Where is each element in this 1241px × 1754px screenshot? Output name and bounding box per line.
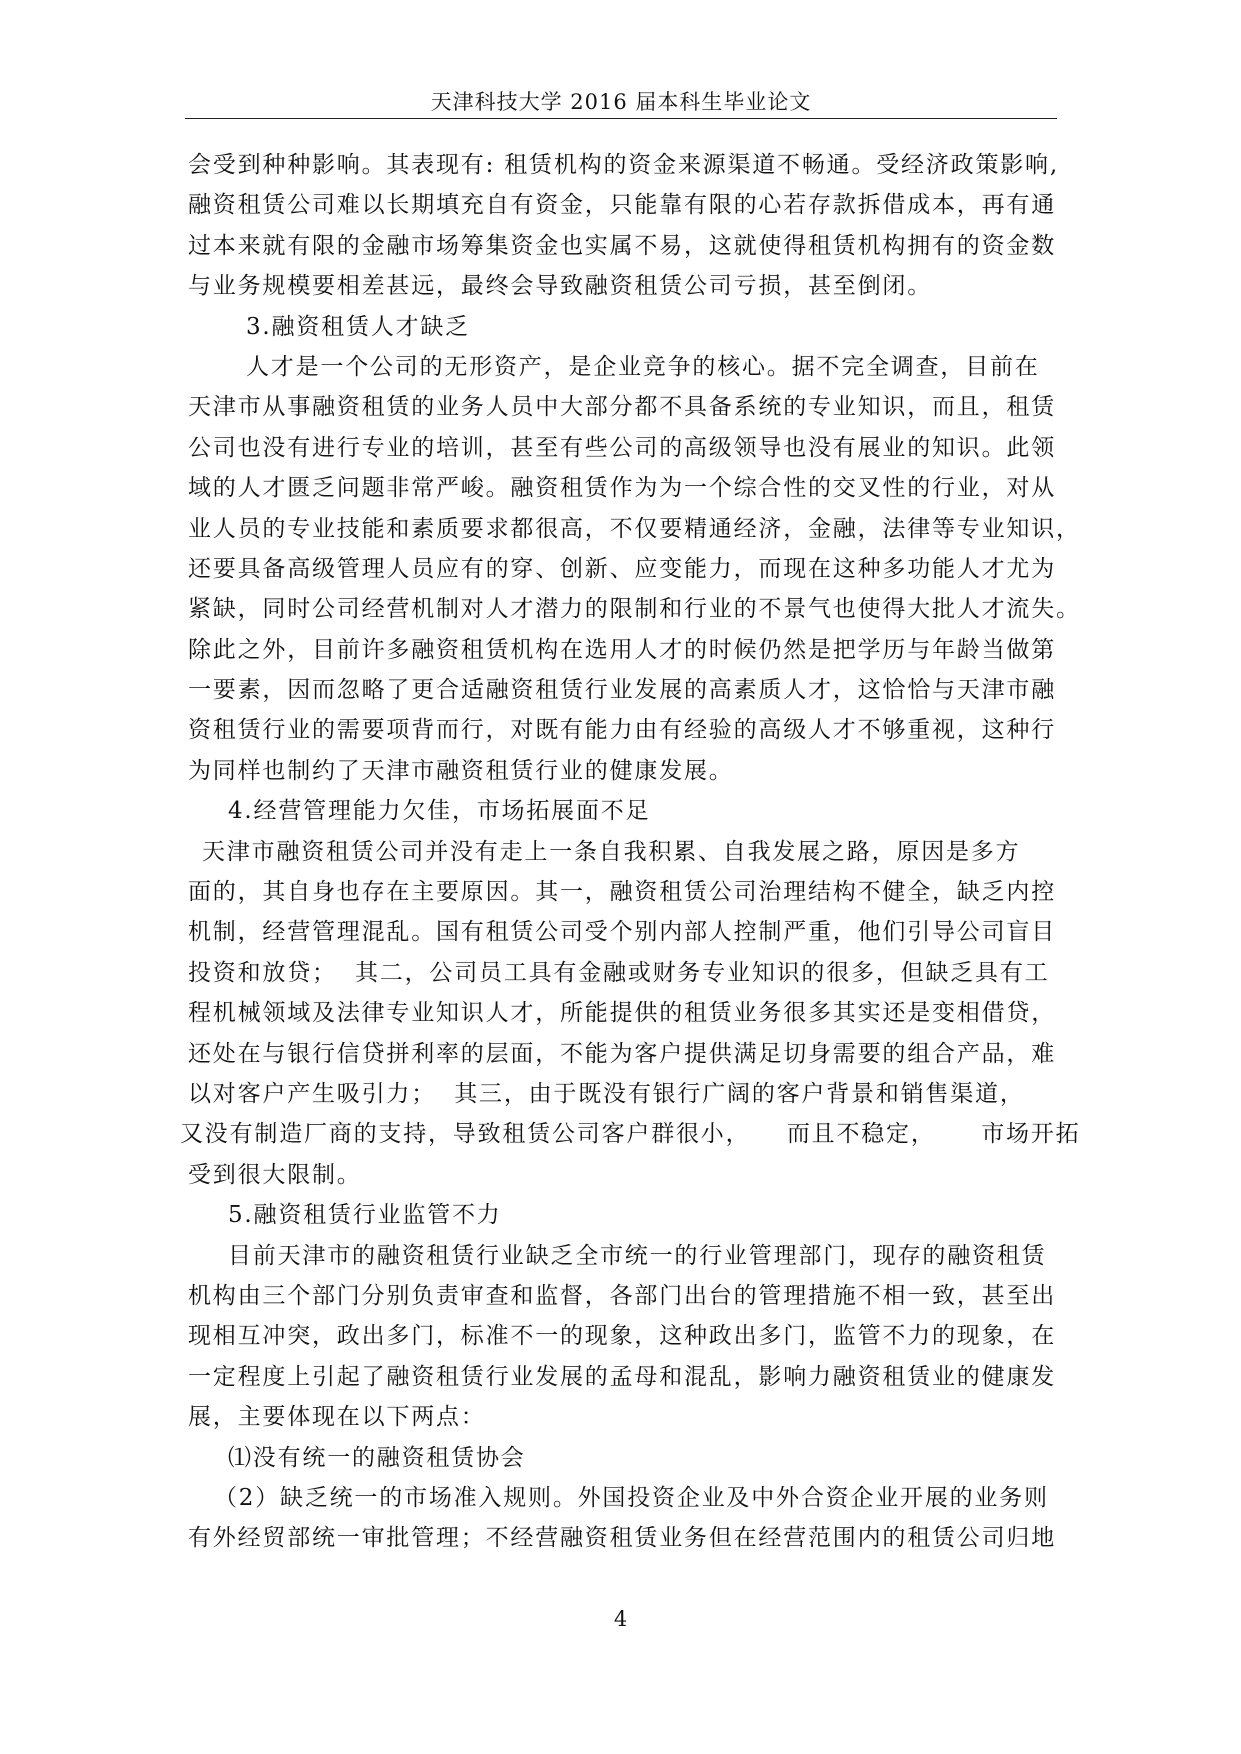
text-line: 人才是一个公司的无形资产，是企业竞争的核心。据不完全调查，目前在: [246, 353, 1040, 380]
text-line: 受到很大限制。: [188, 1161, 362, 1188]
text-line: 以对客户产生吸引力； 其三，由于既没有银行广阔的客户背景和销售渠道，: [188, 1080, 1025, 1107]
page-number: 4: [613, 1607, 628, 1631]
text-line: 程机械领域及法律专业知识人才，所能提供的租赁业务很多其实还是变相借贷，: [188, 1000, 1056, 1027]
text-line: 一要素，因而忽略了更合适融资租赁行业发展的高素质人才，这恰恰与天津市融: [188, 677, 1056, 704]
text-line: 融资租赁公司难以长期填充自有资金，只能靠有限的心若存款拆借成本，再有通: [188, 192, 1056, 219]
text-line: 资租赁行业的需要项背而行，对既有能力由有经验的高级人才不够重视，这种行: [188, 717, 1056, 744]
text-line: 公司也没有进行专业的培训，甚至有些公司的高级领导也没有展业的知识。此领: [188, 434, 1056, 461]
text-line: 会受到种种影响。其表现有: 租赁机构的资金来源渠道不畅通。受经济政策影响,: [188, 152, 1059, 178]
text-line: 又没有制造厂商的支持，导致租赁公司客户群很小， 而且不稳定， 市场开拓: [180, 1121, 1081, 1148]
text-line: 展，主要体现在以下两点：: [188, 1404, 486, 1431]
text-line: （2）缺乏统一的市场准入规则。外国投资企业及中外合资企业开展的业务则: [214, 1484, 1049, 1511]
text-line: 投资和放贷； 其二，公司员工具有金融或财务专业知识的很多，但缺乏具有工: [188, 959, 1050, 986]
text-line: 还要具备高级管理人员应有的穿、创新、应变能力，而现在这种多功能人才尤为: [188, 555, 1056, 582]
text-line: 面的，其自身也存在主要原因。其一，融资租赁公司治理结构不健全，缺乏内控: [188, 879, 1056, 906]
text-line: 目前天津市的融资租赁行业缺乏全市统一的行业管理部门，现存的融资租赁: [228, 1242, 1047, 1269]
text-line: 除此之外，目前许多融资租赁机构在选用人才的时候仍然是把学历与年龄当做第: [188, 636, 1056, 663]
text-line: 一定程度上引起了融资租赁行业发展的孟母和混乱，影响力融资租赁业的健康发: [188, 1363, 1056, 1390]
text-line: 天津市融资租赁公司并没有走上一条自我积累、自我发展之路，原因是多方: [202, 838, 1021, 865]
document-body: [180, 145, 1081, 1559]
text-line: 域的人才匮乏问题非常严峻。融资租赁作为为一个综合性的交叉性的行业，对从: [188, 475, 1056, 502]
text-line: 机制，经营管理混乱。国有租赁公司受个别内部人控制严重，他们引导公司盲目: [188, 919, 1056, 946]
text-line: 过本来就有限的金融市场筹集资金也实属不易，这就使得租赁机构拥有的资金数: [188, 232, 1056, 259]
text-line: 4.经营管理能力欠佳，市场拓展面不足: [228, 798, 651, 825]
text-line: 机构由三个部门分别负责审查和监督，各部门出台的管理措施不相一致，甚至出: [188, 1282, 1056, 1309]
header-divider: [185, 118, 1057, 119]
text-line: 5.融资租赁行业监管不力: [228, 1202, 502, 1229]
text-line: 与业务规模要相差甚远，最终会导致融资租赁公司亏损，甚至倒闭。: [188, 273, 932, 300]
text-line: 有外经贸部统一审批管理；不经营融资租赁业务但在经营范围内的租赁公司归地: [188, 1525, 1056, 1552]
text-line: 还处在与银行信贷拼利率的层面，不能为客户提供满足切身需要的组合产品，难: [188, 1040, 1056, 1067]
text-line: 天津市从事融资租赁的业务人员中大部分都不具备系统的专业知识，而且，租赁: [188, 394, 1056, 421]
text-line: ⑴没有统一的融资租赁协会: [228, 1444, 526, 1471]
text-line: 为同样也制约了天津市融资租赁行业的健康发展。: [188, 757, 734, 784]
text-line: 3.融资租赁人才缺乏: [246, 313, 470, 340]
page-header-title: 天津科技大学 2016 届本科生毕业论文: [430, 90, 812, 114]
text-line: 业人员的专业技能和素质要求都很高，不仅要精通经济，金融，法律等专业知识，: [188, 515, 1081, 542]
text-line: 现相互冲突，政出多门，标准不一的现象，这种政出多门，监管不力的现象，在: [188, 1323, 1056, 1350]
text-line: 紧缺，同时公司经营机制对人才潜力的限制和行业的不景气也使得大批人才流失。: [188, 596, 1081, 623]
